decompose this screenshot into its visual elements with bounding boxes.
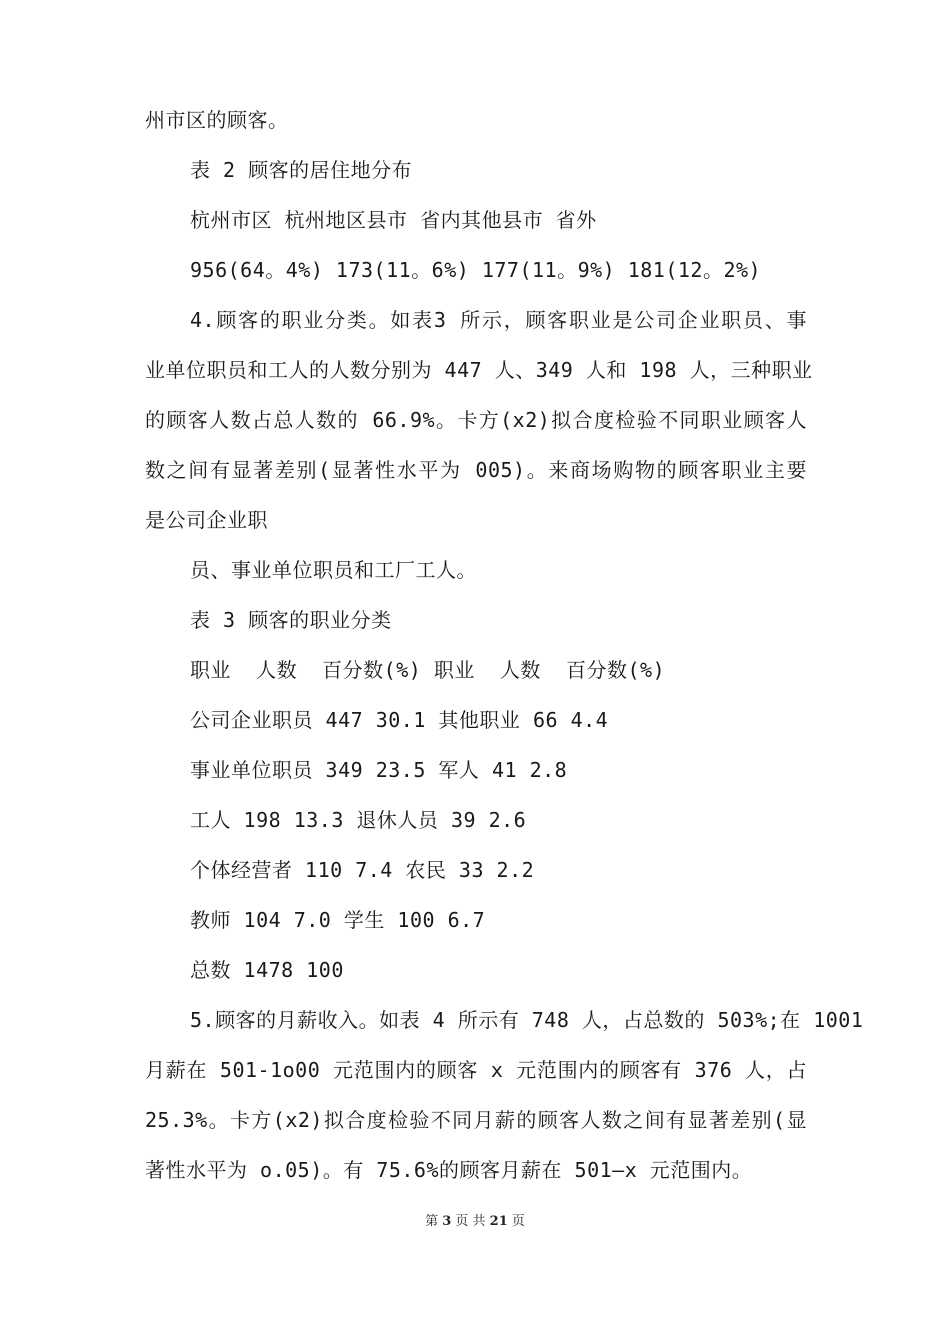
table-row: 个体经营者 110 7.4 农民 33 2.2	[190, 858, 535, 882]
table-header-row: 杭州市区 杭州地区县市 省内其他县市 省外	[190, 208, 597, 232]
table-caption: 表 2 顾客的居住地分布	[190, 158, 413, 182]
paragraph-line: 数之间有显著差别(显著性水平为 005)。来商场购物的顾客职业主要	[145, 458, 807, 482]
paragraph-line: 业单位职员和工人的人数分别为 447 人、349 人和 198 人，三种职业	[145, 358, 813, 382]
table-caption: 表 3 顾客的职业分类	[190, 608, 392, 632]
paragraph-line: 25.3%。卡方(x2)拟合度检验不同月薪的顾客人数之间有显著差别(显	[145, 1108, 807, 1132]
paragraph-line: 州市区的顾客。	[145, 108, 289, 132]
paragraph-line: 著性水平为 o.05)。有 75.6%的顾客月薪在 501—x 元范围内。	[145, 1158, 753, 1182]
table-row: 公司企业职员 447 30.1 其他职业 66 4.4	[190, 708, 609, 732]
paragraph-line: 的顾客人数占总人数的 66.9%。卡方(x2)拟合度检验不同职业顾客人	[145, 408, 807, 432]
table-row: 956(64。4%) 173(11。6%) 177(11。9%) 181(12。2%)	[190, 258, 762, 282]
footer-suffix: 页	[507, 1214, 525, 1229]
table-row: 教师 104 7.0 学生 100 6.7	[190, 908, 486, 932]
table-row: 工人 198 13.3 退休人员 39 2.6	[190, 808, 527, 832]
footer-total-pages: 21	[489, 1214, 508, 1229]
table-row: 总数 1478 100	[190, 958, 344, 982]
footer-middle: 页 共	[451, 1214, 490, 1229]
table-row: 事业单位职员 349 23.5 军人 41 2.8	[190, 758, 568, 782]
footer-prefix: 第	[425, 1214, 443, 1229]
footer-page-number: 3	[442, 1214, 452, 1229]
paragraph-line: 月薪在 501-1o00 元范围内的顾客 x 元范围内的顾客有 376 人，占	[145, 1058, 807, 1082]
paragraph-line: 5.顾客的月薪收入。如表 4 所示有 748 人，占总数的 503%;在 1001	[190, 1008, 864, 1032]
page-footer	[0, 1213, 950, 1231]
paragraph-line: 4.顾客的职业分类。如表3 所示，顾客职业是公司企业职员、事	[190, 308, 807, 332]
paragraph-line: 是公司企业职	[145, 508, 268, 532]
paragraph-line: 员、事业单位职员和工厂工人。	[190, 558, 477, 582]
table-header-row: 职业 人数 百分数(%) 职业 人数 百分数(%)	[190, 658, 666, 682]
